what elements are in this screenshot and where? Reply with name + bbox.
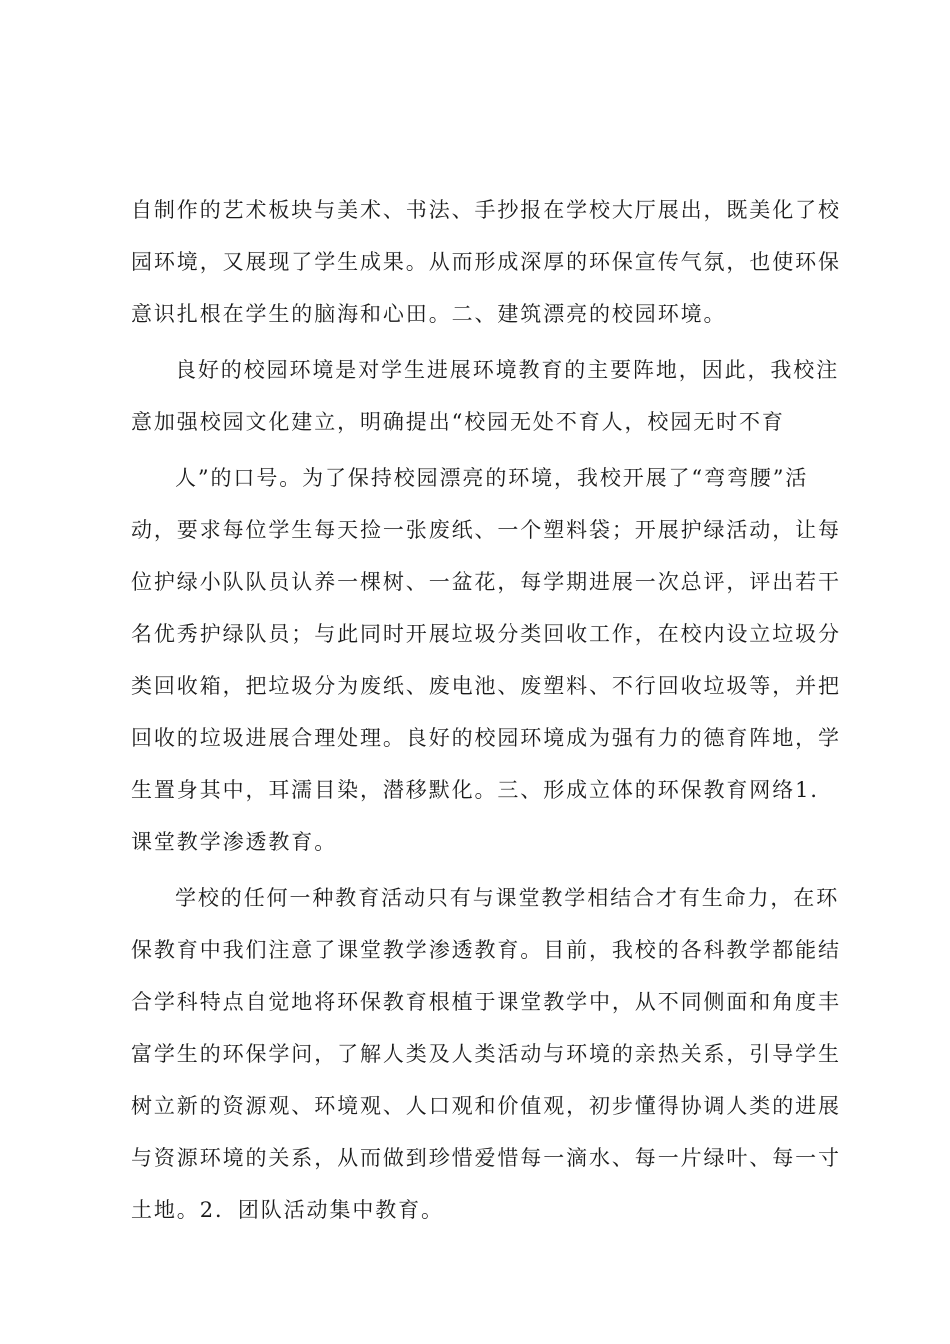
paragraph-3-line-4: 名优秀护绿队员；与此同时开展垃圾分类回收工作，在校内设立垃圾分 [131,622,841,646]
paragraph-1-line-3: 意识扎根在学生的脑海和心田。二、建筑漂亮的校园环境。 [131,302,727,326]
paragraph-2-line-1: 良好的校园环境是对学生进展环境教育的主要阵地，因此，我校注 [175,358,840,382]
paragraph-2-line-2: 意加强校园文化建立，明确提出“校园无处不育人，校园无时不育 [131,410,785,434]
paragraph-4-line-6: 与资源环境的关系，从而做到珍惜爱惜每一滴水、每一片绿叶、每一寸 [131,1146,841,1170]
paragraph-3-line-6: 回收的垃圾进展合理处理。良好的校园环境成为强有力的德育阵地，学 [131,726,841,750]
paragraph-3-line-5: 类回收箱，把垃圾分为废纸、废电池、废塑料、不行回收垃圾等，并把 [131,674,841,698]
paragraph-4-line-2: 保教育中我们注意了课堂教学渗透教育。目前，我校的各科教学都能结 [131,938,841,962]
paragraph-3-line-8: 课堂教学渗透教育。 [131,830,338,854]
paragraph-3-line-7: 生置身其中，耳濡目染，潜移默化。三、形成立体的环保教育网络1． [131,778,834,802]
document-body [131,186,841,1238]
paragraph-4-line-3: 合学科特点自觉地将环保教育根植于课堂教学中，从不同侧面和角度丰 [131,990,841,1014]
paragraph-1-line-2: 园环境，又展现了学生成果。从而形成深厚的环保宣传气氛，也使环保 [131,250,841,274]
paragraph-3-line-2: 动，要求每位学生每天捡一张废纸、一个塑料袋；开展护绿活动，让每 [131,518,841,542]
paragraph-4-line-7: 土地。2．团队活动集中教育。 [131,1198,444,1222]
paragraph-3-line-3: 位护绿小队队员认养一棵树、一盆花，每学期进展一次总评，评出若干 [131,570,841,594]
paragraph-3-line-1: 人”的口号。为了保持校园漂亮的环境，我校开展了“弯弯腰”活 [175,466,809,490]
paragraph-1-line-1: 自制作的艺术板块与美术、书法、手抄报在学校大厅展出，既美化了校 [131,198,841,222]
paragraph-4-line-4: 富学生的环保学问，了解人类及人类活动与环境的亲热关系，引导学生 [131,1042,841,1066]
paragraph-4-line-1: 学校的任何一种教育活动只有与课堂教学相结合才有生命力，在环 [175,886,840,910]
paragraph-4-line-5: 树立新的资源观、环境观、人口观和价值观，初步懂得协调人类的进展 [131,1094,841,1118]
